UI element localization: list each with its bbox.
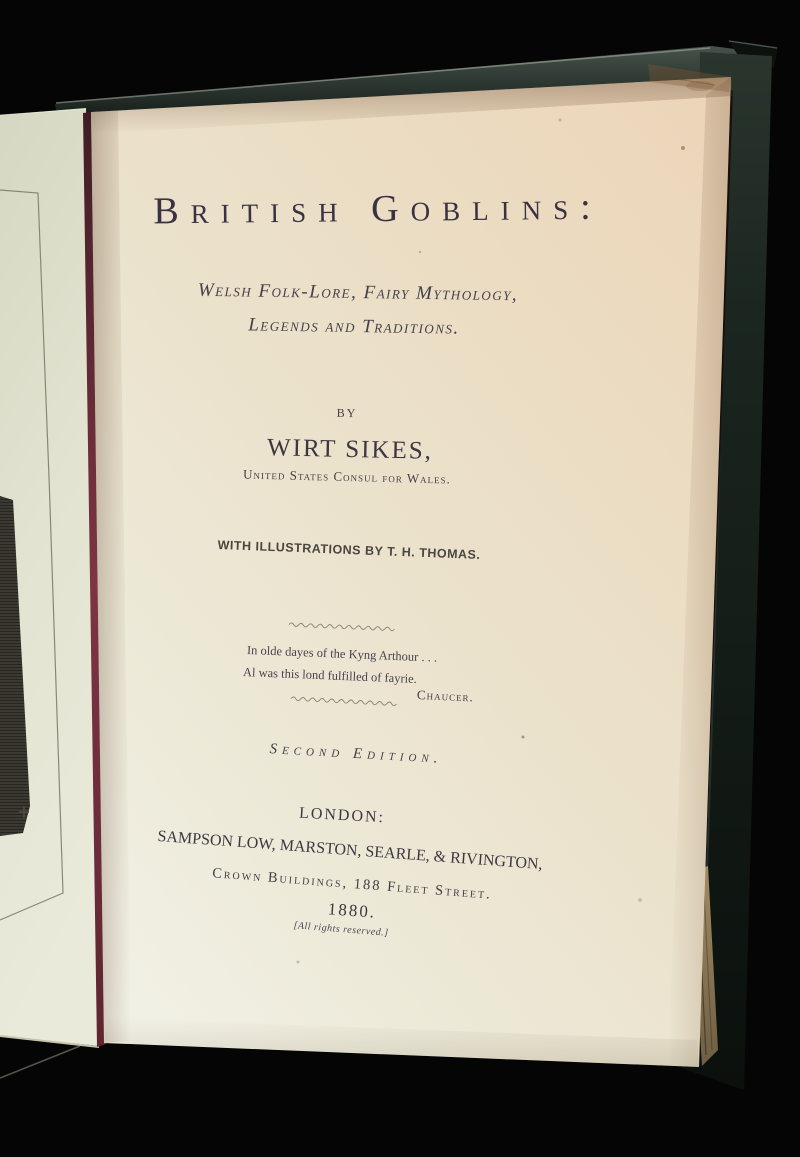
wavy-rule-bottom: [290, 694, 402, 709]
edition-notice: Second Edition.: [269, 741, 443, 767]
illustrations-credit: WITH ILLUSTRATIONS BY T. H. THOMAS.: [217, 537, 481, 563]
book-title: British Goblins:: [153, 185, 603, 233]
subtitle-line-1: Welsh Folk-Lore, Fairy Mythology,: [197, 279, 519, 306]
epigraph-line-2: Al was this lond fulfilled of fayrie.: [242, 665, 418, 686]
imprint-city: LONDON:: [298, 804, 386, 827]
imprint-address: Crown Buildings, 188 Fleet Street.: [211, 865, 493, 903]
subtitle-line-2: Legends and Traditions.: [248, 314, 460, 339]
epigraph-attribution: Chaucer.: [416, 687, 475, 705]
wavy-rule-top: [288, 620, 400, 634]
imprint-rights: [All rights reserved.]: [293, 920, 390, 939]
author-role: United States Consul for Wales.: [242, 466, 452, 487]
epigraph-line-1: In olde dayes of the Kyng Arthour . . .: [246, 643, 438, 665]
author-name: WIRT SIKES,: [266, 434, 434, 465]
imprint-year: 1880.: [327, 899, 377, 922]
imprint-publisher: SAMPSON LOW, MARSTON, SEARLE, & RIVINGTON,: [156, 827, 544, 874]
byline-label: BY: [336, 405, 358, 421]
